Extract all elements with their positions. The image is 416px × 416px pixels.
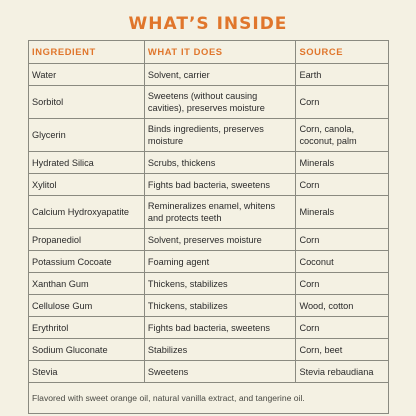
source-cell: Corn bbox=[296, 273, 389, 295]
table-row bbox=[29, 86, 389, 119]
what-it-does-cell: Sweetens bbox=[144, 361, 296, 383]
table-row bbox=[29, 361, 389, 383]
table-row bbox=[29, 229, 389, 251]
what-it-does-cell: Thickens, stabilizes bbox=[144, 295, 296, 317]
ingredient-cell: Erythritol bbox=[29, 317, 145, 339]
ingredients-table bbox=[28, 40, 389, 414]
source-cell: Minerals bbox=[296, 152, 389, 174]
table-row bbox=[29, 317, 389, 339]
table-header-row bbox=[29, 41, 389, 64]
source-cell: Minerals bbox=[296, 196, 389, 229]
source-cell: Corn bbox=[296, 229, 389, 251]
source-cell: Corn bbox=[296, 174, 389, 196]
what-it-does-cell: Fights bad bacteria, sweetens bbox=[144, 317, 296, 339]
what-it-does-cell: Remineralizes enamel, whitens and protects teeth bbox=[144, 196, 296, 229]
table-row bbox=[29, 273, 389, 295]
source-cell: Stevia rebaudiana bbox=[296, 361, 389, 383]
ingredient-cell: Xanthan Gum bbox=[29, 273, 145, 295]
header-what-it-does: WHAT IT DOES bbox=[144, 41, 296, 64]
table-row bbox=[29, 251, 389, 273]
table-row bbox=[29, 119, 389, 152]
footnote-row bbox=[29, 383, 389, 414]
source-cell: Earth bbox=[296, 64, 389, 86]
ingredient-cell: Sodium Gluconate bbox=[29, 339, 145, 361]
ingredient-cell: Calcium Hydroxyapatite bbox=[29, 196, 145, 229]
what-it-does-cell: Solvent, carrier bbox=[144, 64, 296, 86]
ingredient-cell: Water bbox=[29, 64, 145, 86]
source-cell: Corn bbox=[296, 86, 389, 119]
page-title: WHAT’S INSIDE bbox=[128, 14, 288, 34]
ingredient-cell: Propanediol bbox=[29, 229, 145, 251]
footnote-text: Flavored with sweet orange oil, natural vanilla extract, and tangerine oil. bbox=[29, 383, 389, 414]
what-it-does-cell: Foaming agent bbox=[144, 251, 296, 273]
what-it-does-cell: Scrubs, thickens bbox=[144, 152, 296, 174]
source-cell: Corn, beet bbox=[296, 339, 389, 361]
table-row bbox=[29, 295, 389, 317]
table-row bbox=[29, 152, 389, 174]
what-it-does-cell: Solvent, preserves moisture bbox=[144, 229, 296, 251]
what-it-does-cell: Binds ingredients, preserves moisture bbox=[144, 119, 296, 152]
what-it-does-cell: Sweetens (without causing cavities), preserves moisture bbox=[144, 86, 296, 119]
what-it-does-cell: Fights bad bacteria, sweetens bbox=[144, 174, 296, 196]
what-it-does-cell: Thickens, stabilizes bbox=[144, 273, 296, 295]
table-row bbox=[29, 339, 389, 361]
header-ingredient: INGREDIENT bbox=[29, 41, 145, 64]
source-cell: Corn bbox=[296, 317, 389, 339]
ingredient-cell: Xylitol bbox=[29, 174, 145, 196]
table-row bbox=[29, 64, 389, 86]
table-row bbox=[29, 174, 389, 196]
source-cell: Corn, canola, coconut, palm bbox=[296, 119, 389, 152]
ingredient-cell: Hydrated Silica bbox=[29, 152, 145, 174]
ingredient-cell: Potassium Cocoate bbox=[29, 251, 145, 273]
source-cell: Wood, cotton bbox=[296, 295, 389, 317]
source-cell: Coconut bbox=[296, 251, 389, 273]
ingredient-cell: Cellulose Gum bbox=[29, 295, 145, 317]
table-row bbox=[29, 196, 389, 229]
header-source: SOURCE bbox=[296, 41, 389, 64]
ingredient-cell: Sorbitol bbox=[29, 86, 145, 119]
ingredient-cell: Stevia bbox=[29, 361, 145, 383]
ingredient-cell: Glycerin bbox=[29, 119, 145, 152]
what-it-does-cell: Stabilizes bbox=[144, 339, 296, 361]
